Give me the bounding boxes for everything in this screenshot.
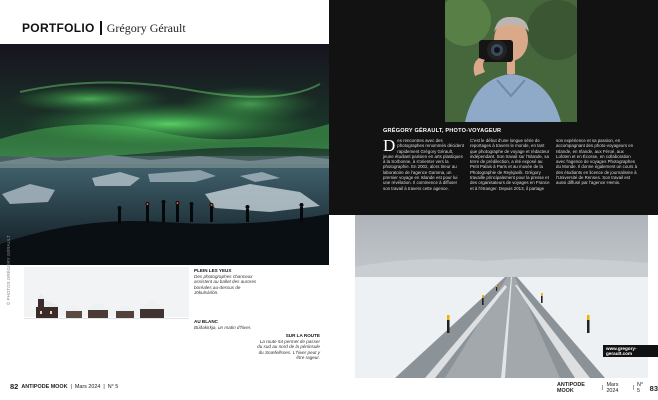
photo-credit: © PHOTOS GRÉGORY GÉRAULT [6,235,11,305]
bio-column-2 [470,138,552,191]
issue-date-left: Mars 2024 [74,383,101,390]
camera [479,40,513,62]
caption-aurora-text: Des photographes chanceux assistent au ballet des aurores boréales au-dessus de Jökulsárlón. [194,273,257,296]
website-url: www.gregory-gerault.com [603,345,658,357]
magazine-name-left: ANTIPODE MOOK [21,383,68,390]
page-number-left: 82 [10,382,19,391]
drop-cap: D [383,136,396,155]
folio-right: ANTIPODE MOOK | Mars 2024 | N° 5 83 [557,382,658,394]
caption-church-text: Búðakirkja, un matin d'hiver. [194,324,252,330]
bio-column-2-text: C'est le début d'une longue série de reportages à travers le monde, en tant que photographe de voyage et rédacteur indépendant. Son travail sur l'Islande, sa terre de prédilection, a été exposé au Petit Palais à Paris et au musée de la Photographie de Reykjavík. Grégory travaille principalement pour la presse et des organisateurs de voyages en France et à l'étranger. Depuis 2013, il partage [470,138,550,191]
page-number-right: 83 [649,383,658,393]
caption-church [194,319,258,330]
issue-number-right: N° 5 [637,382,644,394]
bio-column-1-text: es rencontres avec des photographes renommés décident rapidement Grégory Gérault, jeune étudiant parisien en arts plastiques à la Sorbonne, à s'orienter vers la photographie. En 2002, alors tireur au laboratoire de l'agence Gamma, un premier voyage en Islande est pour lui une révélation. Il commence à diffuser son travail à travers cette agence. [383,138,464,191]
magazine-name-right: ANTIPODE MOOK [557,382,585,394]
caption-church-title: AU BLANC [194,319,218,324]
folio-left: 82 ANTIPODE MOOK | Mars 2024 | N° 5 [10,382,119,391]
caption-road-text: La route 54 permet de passer du sud au nord de la péninsule du Snæfellsnes. L'hiver peut y être rageur. [257,338,320,361]
bio-column-3 [556,138,638,186]
caption-aurora-title: PLEIN LES YEUX [194,268,232,273]
bio-title: GRÉGORY GÉRAULT, PHOTO-VOYAGEUR [383,128,502,134]
issue-date-right: Mars 2024 [606,382,619,394]
section-title: PORTFOLIO [22,21,95,35]
right-page [329,0,658,400]
page-header [22,19,186,37]
caption-road [254,333,320,361]
issue-number-left: N° 5 [107,383,119,390]
header-separator [100,21,102,35]
photographer-portrait [445,0,577,122]
aurora-photo [0,44,329,265]
bio-column-1 [383,138,465,191]
caption-aurora [194,268,258,296]
author-name: Grégory Gérault [106,20,186,35]
bio-column-3-text: son expérience et sa passion, en accompagnant des photo-voyageurs en Islande, en Irlande, aux Féroé, aux Lofoten et en Écosse, en collaboration avec l'agence de voyages Photographes du Monde. Il donne également un cours à des étudiants en licence de journalisme à l'Université de Rennes. Son travail est aussi diffusé par l'agence Hemis. [556,138,638,186]
caption-road-title: SUR LA ROUTE [285,333,320,338]
church-photo [24,267,189,375]
